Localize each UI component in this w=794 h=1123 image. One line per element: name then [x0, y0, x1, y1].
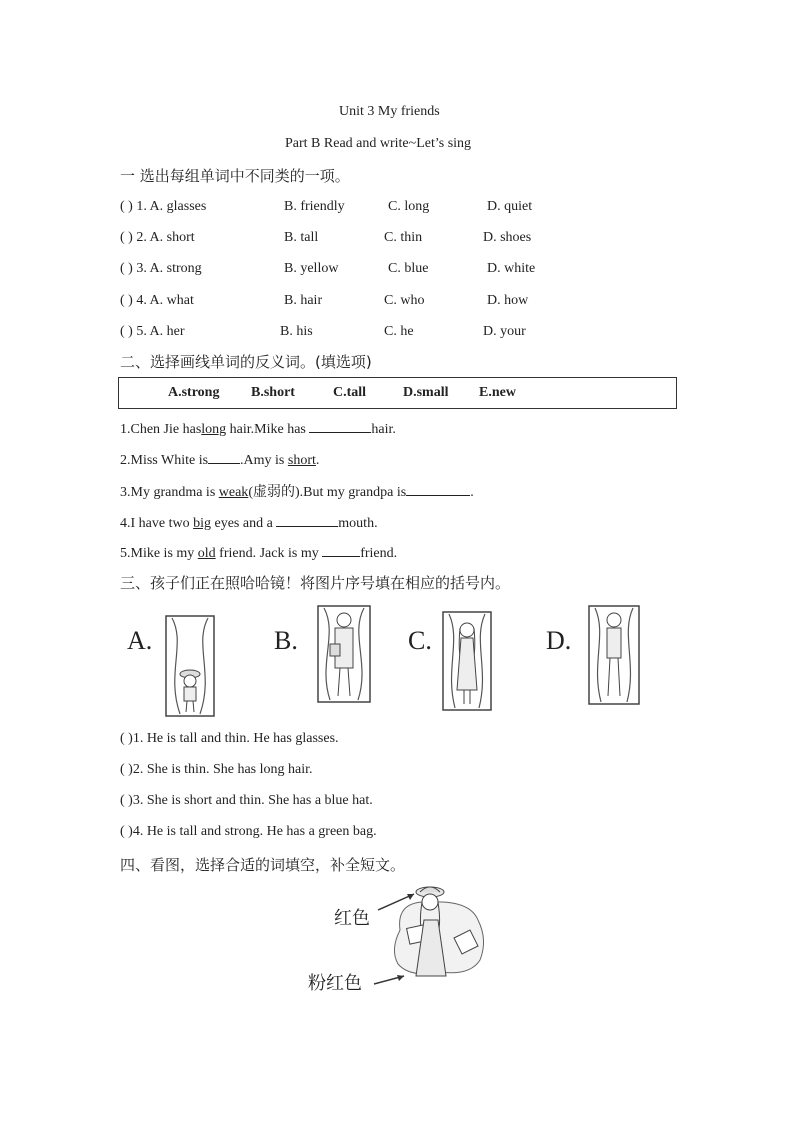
option-d: D. shoes [483, 230, 532, 245]
underlined-word: weak [218, 485, 249, 500]
underlined-word: long [201, 422, 227, 437]
option-c: C. blue [388, 261, 429, 276]
word-bank [118, 377, 677, 409]
mirror-picture-b [316, 604, 372, 704]
word-option: D.small [403, 385, 449, 400]
option-c: C. who [384, 293, 425, 308]
option-c: C. thin [384, 230, 423, 245]
answer-blank[interactable] [276, 512, 338, 527]
section3-heading: 三、孩子们正在照哈哈镜！将图片序号填在相应的括号内。 [120, 574, 511, 592]
sentence-text: hair.Mike has [229, 422, 310, 437]
sentence-text: eyes and a [210, 516, 277, 531]
underlined-word: big [193, 516, 211, 531]
option-d: D. white [487, 261, 536, 276]
picture-label-b: B. [274, 626, 298, 655]
section2-heading: 二、选择画线单词的反义词。(填选项) [120, 353, 372, 371]
section2-sentence-5 [120, 542, 397, 562]
mirror-picture-a [164, 614, 216, 718]
mirror-picture-d [587, 604, 641, 706]
answer-blank[interactable] [309, 418, 371, 433]
sentence-text: 3.My grandma is [120, 485, 219, 500]
sentence-text: 5.Mike is my [120, 546, 198, 561]
option-b: B. friendly [284, 199, 345, 214]
item-stem: ( ) 1. A. glasses [120, 199, 207, 214]
option-b: B. hair [284, 293, 323, 308]
label-red: 红色 [334, 908, 370, 929]
girl-reading-illustration [370, 880, 492, 990]
item-stem: ( ) 3. A. strong [120, 261, 202, 276]
section2-sentence-1 [120, 418, 396, 438]
section3-item-1: ( )1. He is tall and thin. He has glasses. [120, 731, 339, 746]
item-stem: ( ) 2. A. short [120, 230, 195, 245]
section3-item-2: ( )2. She is thin. She has long hair. [120, 762, 313, 777]
sentence-text: (虚弱的).But my grandpa is [248, 485, 407, 500]
picture-label-d: D. [546, 626, 572, 655]
sentence-text: 1.Chen Jie has [120, 422, 202, 437]
sentence-text: 2.Miss White is [120, 453, 209, 468]
answer-blank[interactable] [208, 449, 240, 464]
sentence-text: 4.I have two [120, 516, 194, 531]
item-stem: ( ) 5. A. her [120, 324, 185, 339]
sentence-text: friend. [360, 546, 398, 561]
page-subtitle: Part B Read and write~Let’s sing [285, 136, 472, 151]
section2-sentence-4 [120, 512, 378, 532]
option-b: B. yellow [284, 261, 339, 276]
picture-label-c: C. [408, 626, 432, 655]
word-option: E.new [479, 385, 516, 400]
section4-heading: 四、看图，选择合适的词填空，补全短文。 [120, 856, 406, 874]
answer-blank[interactable] [406, 481, 470, 496]
option-b: B. his [280, 324, 313, 339]
sentence-text: friend. Jack is my [215, 546, 323, 561]
label-pink: 粉红色 [308, 973, 362, 994]
underlined-word: short [287, 453, 316, 468]
section2-sentence-2 [120, 449, 319, 469]
word-option: A.strong [168, 385, 220, 400]
word-option: C.tall [333, 385, 367, 400]
word-option: B.short [251, 385, 295, 400]
section1-heading: 一 选出每组单词中不同类的一项。 [120, 167, 350, 185]
picture-label-a: A. [127, 626, 153, 655]
section3-item-3: ( )3. She is short and thin. She has a blue hat. [120, 793, 373, 808]
sentence-text: . [315, 453, 320, 468]
option-c: C. he [384, 324, 414, 339]
sentence-text: . [470, 485, 474, 500]
option-d: D. how [487, 293, 529, 308]
sentence-text: mouth. [338, 516, 378, 531]
option-c: C. long [388, 199, 430, 214]
section2-sentence-3 [120, 481, 474, 501]
item-stem: ( ) 4. A. what [120, 293, 194, 308]
page-title: Unit 3 My friends [339, 104, 440, 119]
underlined-word: old [197, 546, 216, 561]
section3-item-4: ( )4. He is tall and strong. He has a green bag. [120, 824, 377, 839]
option-d: D. quiet [487, 199, 533, 214]
mirror-picture-c [441, 610, 493, 712]
sentence-text: .Amy is [240, 453, 288, 468]
option-b: B. tall [284, 230, 319, 245]
answer-blank[interactable] [322, 542, 360, 557]
sentence-text: hair. [371, 422, 396, 437]
option-d: D. your [483, 324, 526, 339]
